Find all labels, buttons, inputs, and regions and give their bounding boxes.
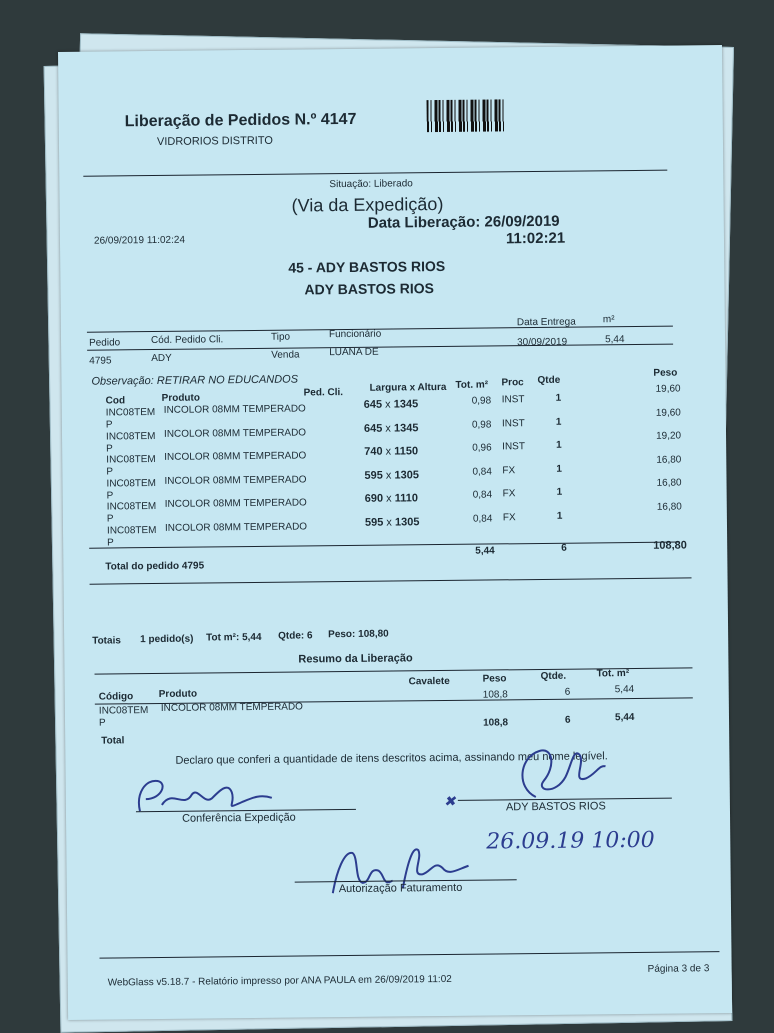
summary-col-cavalete: Cavalete [408, 675, 450, 688]
summary-peso: 108,8 [482, 689, 508, 701]
summary-total-qtde: 6 [564, 714, 571, 726]
label-client-name: ADY BASTOS RIOS [505, 800, 606, 814]
order-total-peso: 108,80 [653, 539, 687, 552]
item-dimensions [364, 445, 418, 458]
summary-total-tot-m2: 5,44 [614, 712, 635, 724]
barcode [427, 99, 505, 132]
item-cod-2: P [107, 536, 114, 549]
summary-produto: INCOLOR 08MM TEMPERADO [160, 701, 303, 714]
summary-col-codigo: Código [98, 691, 134, 703]
item-cod-2: P [105, 419, 113, 431]
item-produto: INCOLOR 08MM TEMPERADO [164, 473, 307, 487]
footer-left: WebGlass v5.18.7 - Relatório impresso por ANA PAULA em 26/09/2019 11:02 [107, 973, 452, 989]
item-largura: 645 [363, 422, 383, 435]
order-total-qtde: 6 [561, 542, 567, 554]
item-cod-2: P [106, 513, 114, 525]
item-proc: FX [502, 464, 516, 476]
item-cod: INC08TEM [105, 407, 156, 419]
item-altura: 1110 [394, 492, 419, 505]
item-tot-m2: 0,84 [472, 512, 493, 525]
item-cod: INC08TEM [106, 524, 157, 537]
col-label-tipo: Tipo [270, 331, 291, 343]
item-proc: FX [502, 511, 516, 523]
item-produto: INCOLOR 08MM TEMPERADO [164, 497, 307, 510]
item-produto: INCOLOR 08MM TEMPERADO [163, 403, 306, 416]
item-proc: INST [502, 441, 525, 453]
summary-codigo-2: P [98, 717, 106, 729]
item-largura: 740 [364, 445, 383, 458]
x-mark: ✖ [443, 793, 456, 810]
item-proc: INST [501, 394, 525, 406]
value-cod-pedido-cli: ADY [151, 352, 172, 365]
summary-qtde: 6 [564, 686, 571, 698]
items-col-larg-alt: Largura x Altura [369, 381, 447, 394]
totals-label: Totais [92, 635, 121, 647]
item-largura: 595 [364, 516, 384, 529]
summary-title: Resumo da Liberação [298, 652, 413, 666]
item-altura: 1345 [393, 398, 419, 411]
item-produto: INCOLOR 08MM TEMPERADO [164, 450, 307, 463]
declaration: Declaro que conferi a quantidade de itens descritos acima, assinando meu nome legível. [175, 750, 608, 767]
divider [83, 170, 667, 177]
item-altura: 1305 [394, 515, 420, 528]
item-peso: 19,20 [655, 430, 682, 442]
item-dimensions [364, 398, 419, 411]
item-qtde: 1 [556, 439, 562, 451]
item-dimensions [364, 469, 419, 482]
item-produto: INCOLOR 08MM TEMPERADO [163, 426, 307, 440]
document-page [58, 45, 732, 1020]
item-altura: 1305 [394, 468, 419, 481]
situation-label: Situação: Liberado [329, 178, 413, 191]
via-label: (Via da Expedição) [291, 193, 444, 216]
item-largura: 690 [364, 492, 384, 505]
summary-col-peso: Peso [482, 673, 507, 685]
col-label-m2: m² [602, 314, 615, 326]
item-times-sign: x [382, 398, 394, 411]
item-tot-m2: 0,84 [472, 465, 492, 478]
company-name: VIDRORIOS DISTRITO [156, 134, 273, 148]
col-label-cod-pedido-cli: Cód. Pedido Cli. [150, 334, 224, 347]
items-col-qtde: Qtde [537, 374, 561, 386]
value-funcionario: LUANA DE [329, 346, 379, 359]
label-autorizacao-faturamento: Autorização Faturamento [338, 881, 463, 896]
footer-page: Página 3 de 3 [647, 963, 710, 975]
summary-col-tot-m2: Tot. m² [596, 668, 630, 680]
totals-pedidos: 1 pedido(s) [140, 633, 194, 646]
col-label-pedido: Pedido [88, 337, 121, 349]
item-tot-m2: 0,98 [471, 418, 492, 431]
item-times-sign: x [382, 469, 395, 482]
signature-client [495, 736, 626, 807]
item-tot-m2: 0,84 [472, 489, 493, 501]
item-dimensions [365, 492, 418, 505]
divider [90, 577, 692, 584]
item-qtde: 1 [556, 486, 563, 498]
item-qtde: 1 [556, 510, 563, 522]
item-dimensions [365, 516, 420, 529]
value-tipo: Venda [271, 349, 300, 361]
items-col-proc: Proc [501, 377, 524, 389]
client-line-2: ADY BASTOS RIOS [304, 280, 434, 298]
summary-tot-m2: 5,44 [614, 684, 635, 696]
item-largura: 645 [363, 398, 383, 411]
totals-peso: Peso: 108,80 [328, 628, 389, 641]
handwritten-date: 26.09.19 10:00 [486, 827, 655, 855]
order-total-m2: 5,44 [475, 545, 495, 557]
item-proc: FX [502, 488, 516, 500]
summary-total-label: Total [101, 735, 125, 747]
summary-col-produto: Produto [158, 688, 198, 700]
item-tot-m2: 0,98 [471, 395, 492, 407]
item-cod: INC08TEM [106, 453, 156, 466]
summary-total-peso: 108,8 [482, 717, 509, 729]
item-cod: INC08TEM [106, 477, 157, 490]
item-dimensions [364, 422, 419, 435]
order-total-label: Total do pedido 4795 [105, 560, 205, 573]
item-peso: 16,80 [656, 500, 682, 513]
item-qtde: 1 [555, 416, 562, 428]
items-col-tot-m2: Tot. m² [455, 379, 489, 391]
divider [99, 951, 719, 958]
item-times-sign: x [382, 492, 395, 505]
item-times-sign: x [383, 515, 395, 529]
divider [89, 542, 679, 549]
items-col-cod: Cod [105, 395, 126, 407]
totals-tot-m2: Tot m²: 5,44 [206, 631, 262, 644]
item-peso: 16,80 [656, 477, 682, 489]
item-proc: INST [501, 417, 525, 429]
item-times-sign: x [382, 445, 395, 458]
summary-col-qtde: Qtde. [540, 670, 567, 682]
col-label-data-entrega: Data Entrega [516, 316, 576, 329]
item-largura: 595 [364, 469, 383, 482]
item-qtde: 1 [555, 392, 562, 404]
item-times-sign: x [382, 422, 395, 435]
client-line-1: 45 - ADY BASTOS RIOS [288, 257, 446, 276]
release-date: Data Liberação: 26/09/2019 [367, 212, 560, 232]
item-produto: INCOLOR 08MM TEMPERADO [164, 520, 308, 534]
item-cod-2: P [106, 442, 113, 455]
item-cod: INC08TEM [105, 430, 156, 443]
items-col-ped-cli: Ped. Cli. [303, 387, 344, 399]
release-time: 11:02:21 [505, 229, 566, 248]
item-tot-m2: 0,96 [472, 442, 492, 454]
item-cod-2: P [106, 489, 114, 502]
item-altura: 1150 [394, 445, 419, 458]
item-cod-2: P [106, 466, 114, 478]
col-label-funcionario: Funcionário [328, 328, 382, 341]
value-pedido: 4795 [89, 355, 112, 367]
value-data-entrega: 30/09/2019 [517, 336, 568, 349]
label-conferencia-expedicao: Conferência Expedição [181, 811, 296, 825]
document-title: Liberação de Pedidos N.º 4147 [124, 110, 357, 131]
items-col-peso: Peso [653, 367, 678, 379]
summary-codigo: INC08TEM [98, 705, 149, 717]
item-altura: 1345 [393, 421, 419, 435]
item-qtde: 1 [556, 463, 563, 475]
items-col-produto: Produto [161, 392, 201, 404]
item-cod: INC08TEM [106, 500, 157, 513]
totals-qtde: Qtde: 6 [278, 630, 313, 642]
value-m2: 5,44 [604, 334, 625, 346]
item-peso: 19,60 [655, 406, 681, 419]
printed-at: 26/09/2019 11:02:24 [93, 234, 186, 247]
item-peso: 16,80 [656, 453, 682, 466]
observation: Observação: RETIRAR NO EDUCANDOS [91, 373, 299, 388]
item-peso: 19,60 [655, 383, 681, 395]
